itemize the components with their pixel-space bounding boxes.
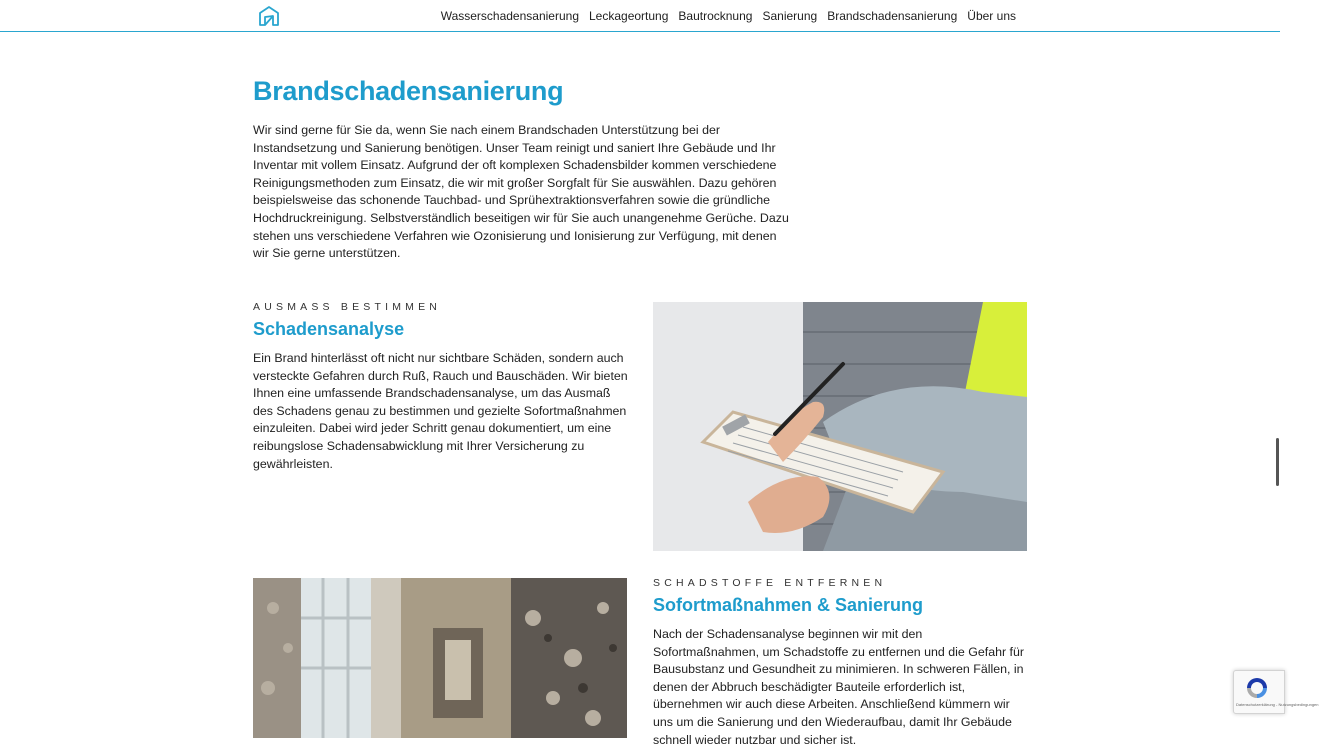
nav-link-brandschadensanierung[interactable]: Brandschadensanierung [827, 9, 958, 23]
nav-link-ueber-uns[interactable]: Über uns [967, 9, 1016, 23]
section2-title: Sofortmaßnahmen & Sanierung [653, 595, 924, 615]
section2-eyebrow: SCHADSTOFFE ENTFERNEN [653, 577, 887, 589]
renovation-room-photo [253, 578, 627, 738]
clipboard-inspection-image [653, 302, 1027, 551]
recaptcha-badge[interactable] [1233, 670, 1319, 714]
section1-title: Schadensanalyse [253, 319, 405, 339]
section1-paragraph: Ein Brand hinterlässt oft nicht nur sichtbare Schäden, sondern auch versteckte Gefahren durch Ruß, Rauch und Bauschäden. Wir bieten Ihnen eine umfassende Brandschadensanalyse, um das Ausmaß des Schadens genau zu bestimmen und gezielte Sofortmaßnahmen einzuleiten. Dabei wird jeder Schritt genau dokumentiert, um eine reibungslose Schadensabwicklung mit Ihrer Versicherung zu gewährleisten. [253, 351, 628, 471]
section2-paragraph: Nach der Schadensanalyse beginnen wir mit den Sofortmaßnahmen, um Schadstoffe zu entfernen und die Gefahr für Bausubstanz und Gesundheit zu minimieren. In schweren Fällen, in denen der Abbruch beschädigter Bauteile erforderlich ist, übernehmen wir auch diese Arbeiten. Anschließend kümmern wir uns um die Sanierung und den Wiederaufbau, damit Ihr Gebäude schnell wieder nutzbar und sicher ist. [653, 627, 1025, 747]
renovation-room-image [253, 578, 627, 738]
nav-link-sanierung[interactable]: Sanierung [762, 9, 818, 23]
intro-paragraph: Wir sind gerne für Sie da, wenn Sie nach einem Brandschaden Unterstützung bei der Instandsetzung und Sanierung benötigen. Unser Team reinigt und saniert Ihre Gebäude und Ihr Inventar mit vollem Einsatz. Aufgrund der oft komplexen Schadensbilder kommen verschiedene Reinigungsmethoden zum Einsatz, die wir mit großer Sorgfalt für Sie auswählen. Dazu gehören beispielsweise das schonende Tauchbad- und Sprühextraktionsverfahren sowie die gründliche Hochdruckreinigung. Selbstverständlich beseitigen wir für Sie auch unangenehme Gerüche. Dazu stehen uns verschiedene Verfahren wie Ozonisierung und Ionisierung zur Verfügung, mit denen wir Sie gerne unterstützen. [253, 123, 789, 261]
nav-link-leckageortung[interactable]: Leckageortung [589, 9, 669, 23]
clipboard-inspection-photo [653, 302, 1027, 551]
company-logo-icon[interactable] [258, 5, 280, 27]
nav-link-bautrocknung[interactable]: Bautrocknung [678, 9, 753, 23]
main-nav [441, 0, 1016, 32]
page-title: Brandschadensanierung [253, 76, 564, 106]
recaptcha-links[interactable]: Datenschutzerklärung - Nutzungsbedingungen [1236, 702, 1319, 707]
section1-eyebrow: AUSMASS BESTIMMEN [253, 301, 442, 313]
scrollbar-thumb[interactable] [1276, 438, 1279, 486]
recaptcha-icon [1244, 675, 1270, 701]
site-header [0, 0, 1280, 32]
nav-link-wasserschadensanierung[interactable]: Wasserschadensanierung [440, 9, 579, 23]
